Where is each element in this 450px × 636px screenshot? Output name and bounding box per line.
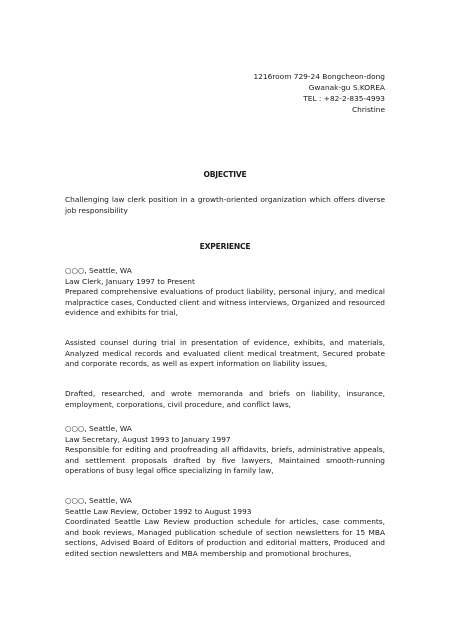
- job-2: [65, 424, 385, 477]
- job-1-title: Law Clerk, January 1997 to Present: [65, 276, 195, 286]
- address-line-1: 1216room 729-24 Bongcheon-dong: [253, 72, 385, 81]
- job-3: [65, 496, 385, 560]
- job-1-paragraph-3: Drafted, researched, and wrote memoranda and briefs on liability, insurance, employment, corporations, civil procedure, and conflict laws,: [65, 389, 385, 409]
- address-line-2: Gwanak-gu S.KOREA: [308, 83, 385, 92]
- job-1-employer: ○○○, Seattle, WA: [65, 266, 132, 275]
- job-1-paragraph-1: Prepared comprehensive evaluations of product liability, personal injury, and medical malpractice cases, Conducted client and witness interviews, Organized and resourced evidence and exhibits for trial,: [65, 287, 385, 318]
- phone-line: TEL : +82-2-835-4993: [303, 94, 385, 103]
- applicant-name: Christine: [352, 105, 385, 114]
- job-3-title: Seattle Law Review, October 1992 to August 1993: [65, 506, 252, 516]
- job-2-employer: ○○○, Seattle, WA: [65, 424, 132, 433]
- job-2-title: Law Secretary, August 1993 to January 1997: [65, 434, 231, 444]
- contact-block: [253, 71, 385, 115]
- job-1-paragraph-2: Assisted counsel during trial in presentation of evidence, exhibits, and materials, Analyzed medical records and evaluated client medical treatment, Secured probate and corporate records, as well as expert information on liability issues,: [65, 338, 385, 369]
- job-3-paragraph-1: Coordinated Seattle Law Review production schedule for articles, case comments, and book reviews, Managed publication schedule of section newsletters for 15 MBA sections, Advised Board of Editors of production and editorial matters, Produced and edited section newsletters and MBA membership and promotional brochures,: [65, 517, 385, 558]
- job-3-employer: ○○○, Seattle, WA: [65, 496, 132, 505]
- job-1: [65, 266, 385, 319]
- objective-text: Challenging law clerk position in a growth-oriented organization which offers diverse job responsibility: [65, 195, 385, 215]
- experience-heading: EXPERIENCE: [199, 242, 251, 251]
- job-2-paragraph-1: Responsible for editing and proofreading all affidavits, briefs, administrative appeals, and settlement proposals drafted by five lawyers, Maintained smooth-running operations of busy legal office specializing in family law,: [65, 445, 385, 476]
- objective-heading: OBJECTIVE: [203, 170, 247, 179]
